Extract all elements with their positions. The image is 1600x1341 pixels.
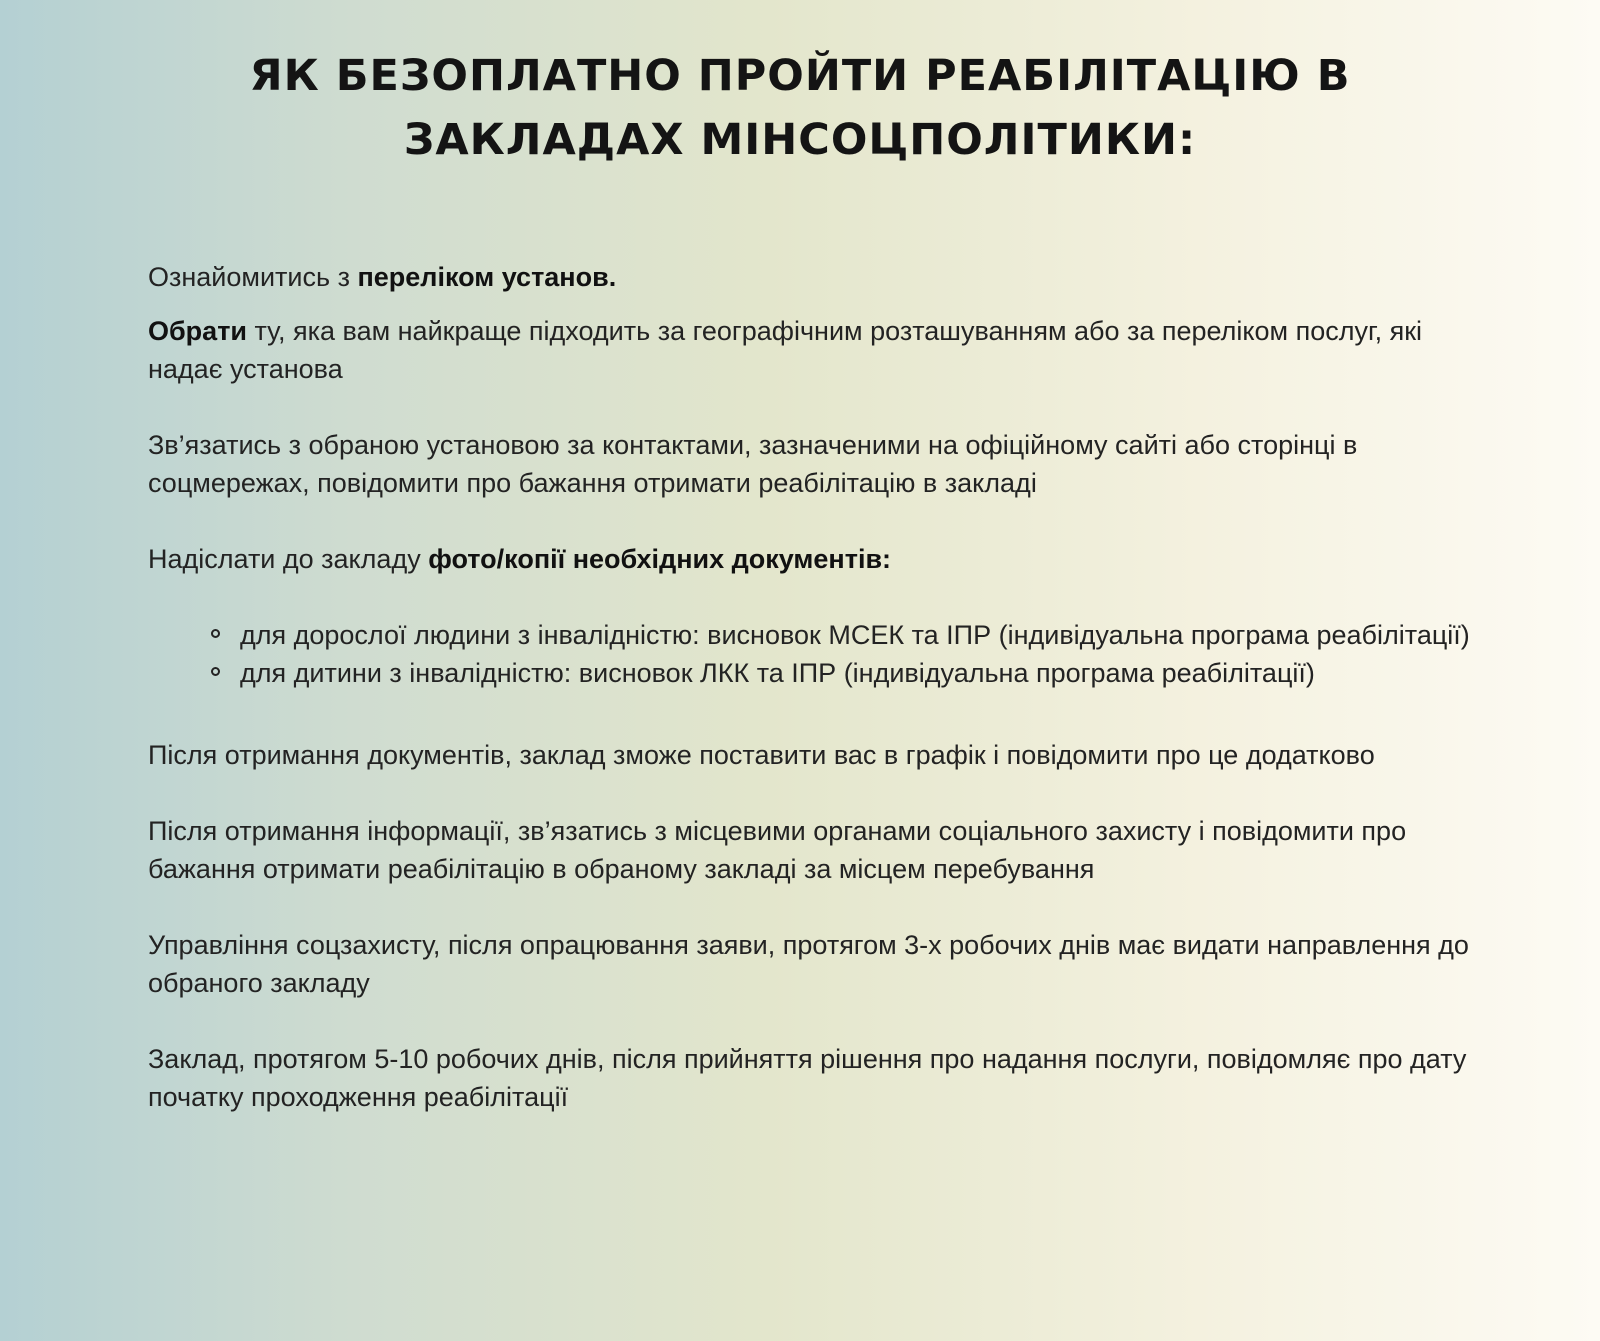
list-item-text: для дорослої людини з інвалідністю: висновок МСЕК та ІПР (індивідуальна програма реабілітації) xyxy=(240,620,1470,650)
documents-list xyxy=(148,616,1478,692)
step-4-text: Надіслати до закладу xyxy=(148,544,429,574)
steps-content xyxy=(148,258,1478,1116)
step-2-emphasis: Обрати xyxy=(148,316,248,346)
page-title xyxy=(0,44,1600,172)
title-line-2: ЗАКЛАДАХ МІНСОЦПОЛІТИКИ: xyxy=(403,115,1197,165)
list-item xyxy=(240,616,1478,654)
step-1-emphasis: переліком установ. xyxy=(357,262,617,292)
step-6: Після отримання інформації, зв’язатись з місцевими органами соціального захисту і повідомити про бажання отримати реабілітацію в обраному закладі за місцем перебування xyxy=(148,816,1407,884)
circle-bullet-icon xyxy=(211,667,220,676)
step-7: Управління соцзахисту, після опрацювання заяви, протягом 3-х робочих днів має видати направлення до обраного закладу xyxy=(148,930,1469,998)
list-item xyxy=(240,654,1478,692)
step-5: Після отримання документів, заклад зможе поставити вас в графік і повідомити про це додатково xyxy=(148,740,1375,770)
list-item-text: для дитини з інвалідністю: висновок ЛКК та ІПР (індивідуальна програма реабілітації) xyxy=(240,658,1315,688)
title-line-1: ЯК БЕЗОПЛАТНО ПРОЙТИ РЕАБІЛІТАЦІЮ В xyxy=(249,51,1351,101)
step-4-emphasis: фото/копії необхідних документів: xyxy=(428,544,892,574)
step-3: Зв’язатись з обраною установою за контактами, зазначеними на офіційному сайті або сторінці в соцмережах, повідомити про бажання отримати реабілітацію в закладі xyxy=(148,430,1358,498)
step-1 xyxy=(148,258,1478,296)
circle-bullet-icon xyxy=(211,629,220,638)
step-2-text: ту, яка вам найкраще підходить за географічним розташуванням або за переліком послуг, які надає установа xyxy=(148,316,1423,384)
step-2 xyxy=(148,312,1478,388)
step-8: Заклад, протягом 5-10 робочих днів, після прийняття рішення про надання послуги, повідомляє про дату початку проходження реабілітації xyxy=(148,1044,1467,1112)
step-4 xyxy=(148,540,1478,578)
step-1-text: Ознайомитись з xyxy=(148,262,358,292)
